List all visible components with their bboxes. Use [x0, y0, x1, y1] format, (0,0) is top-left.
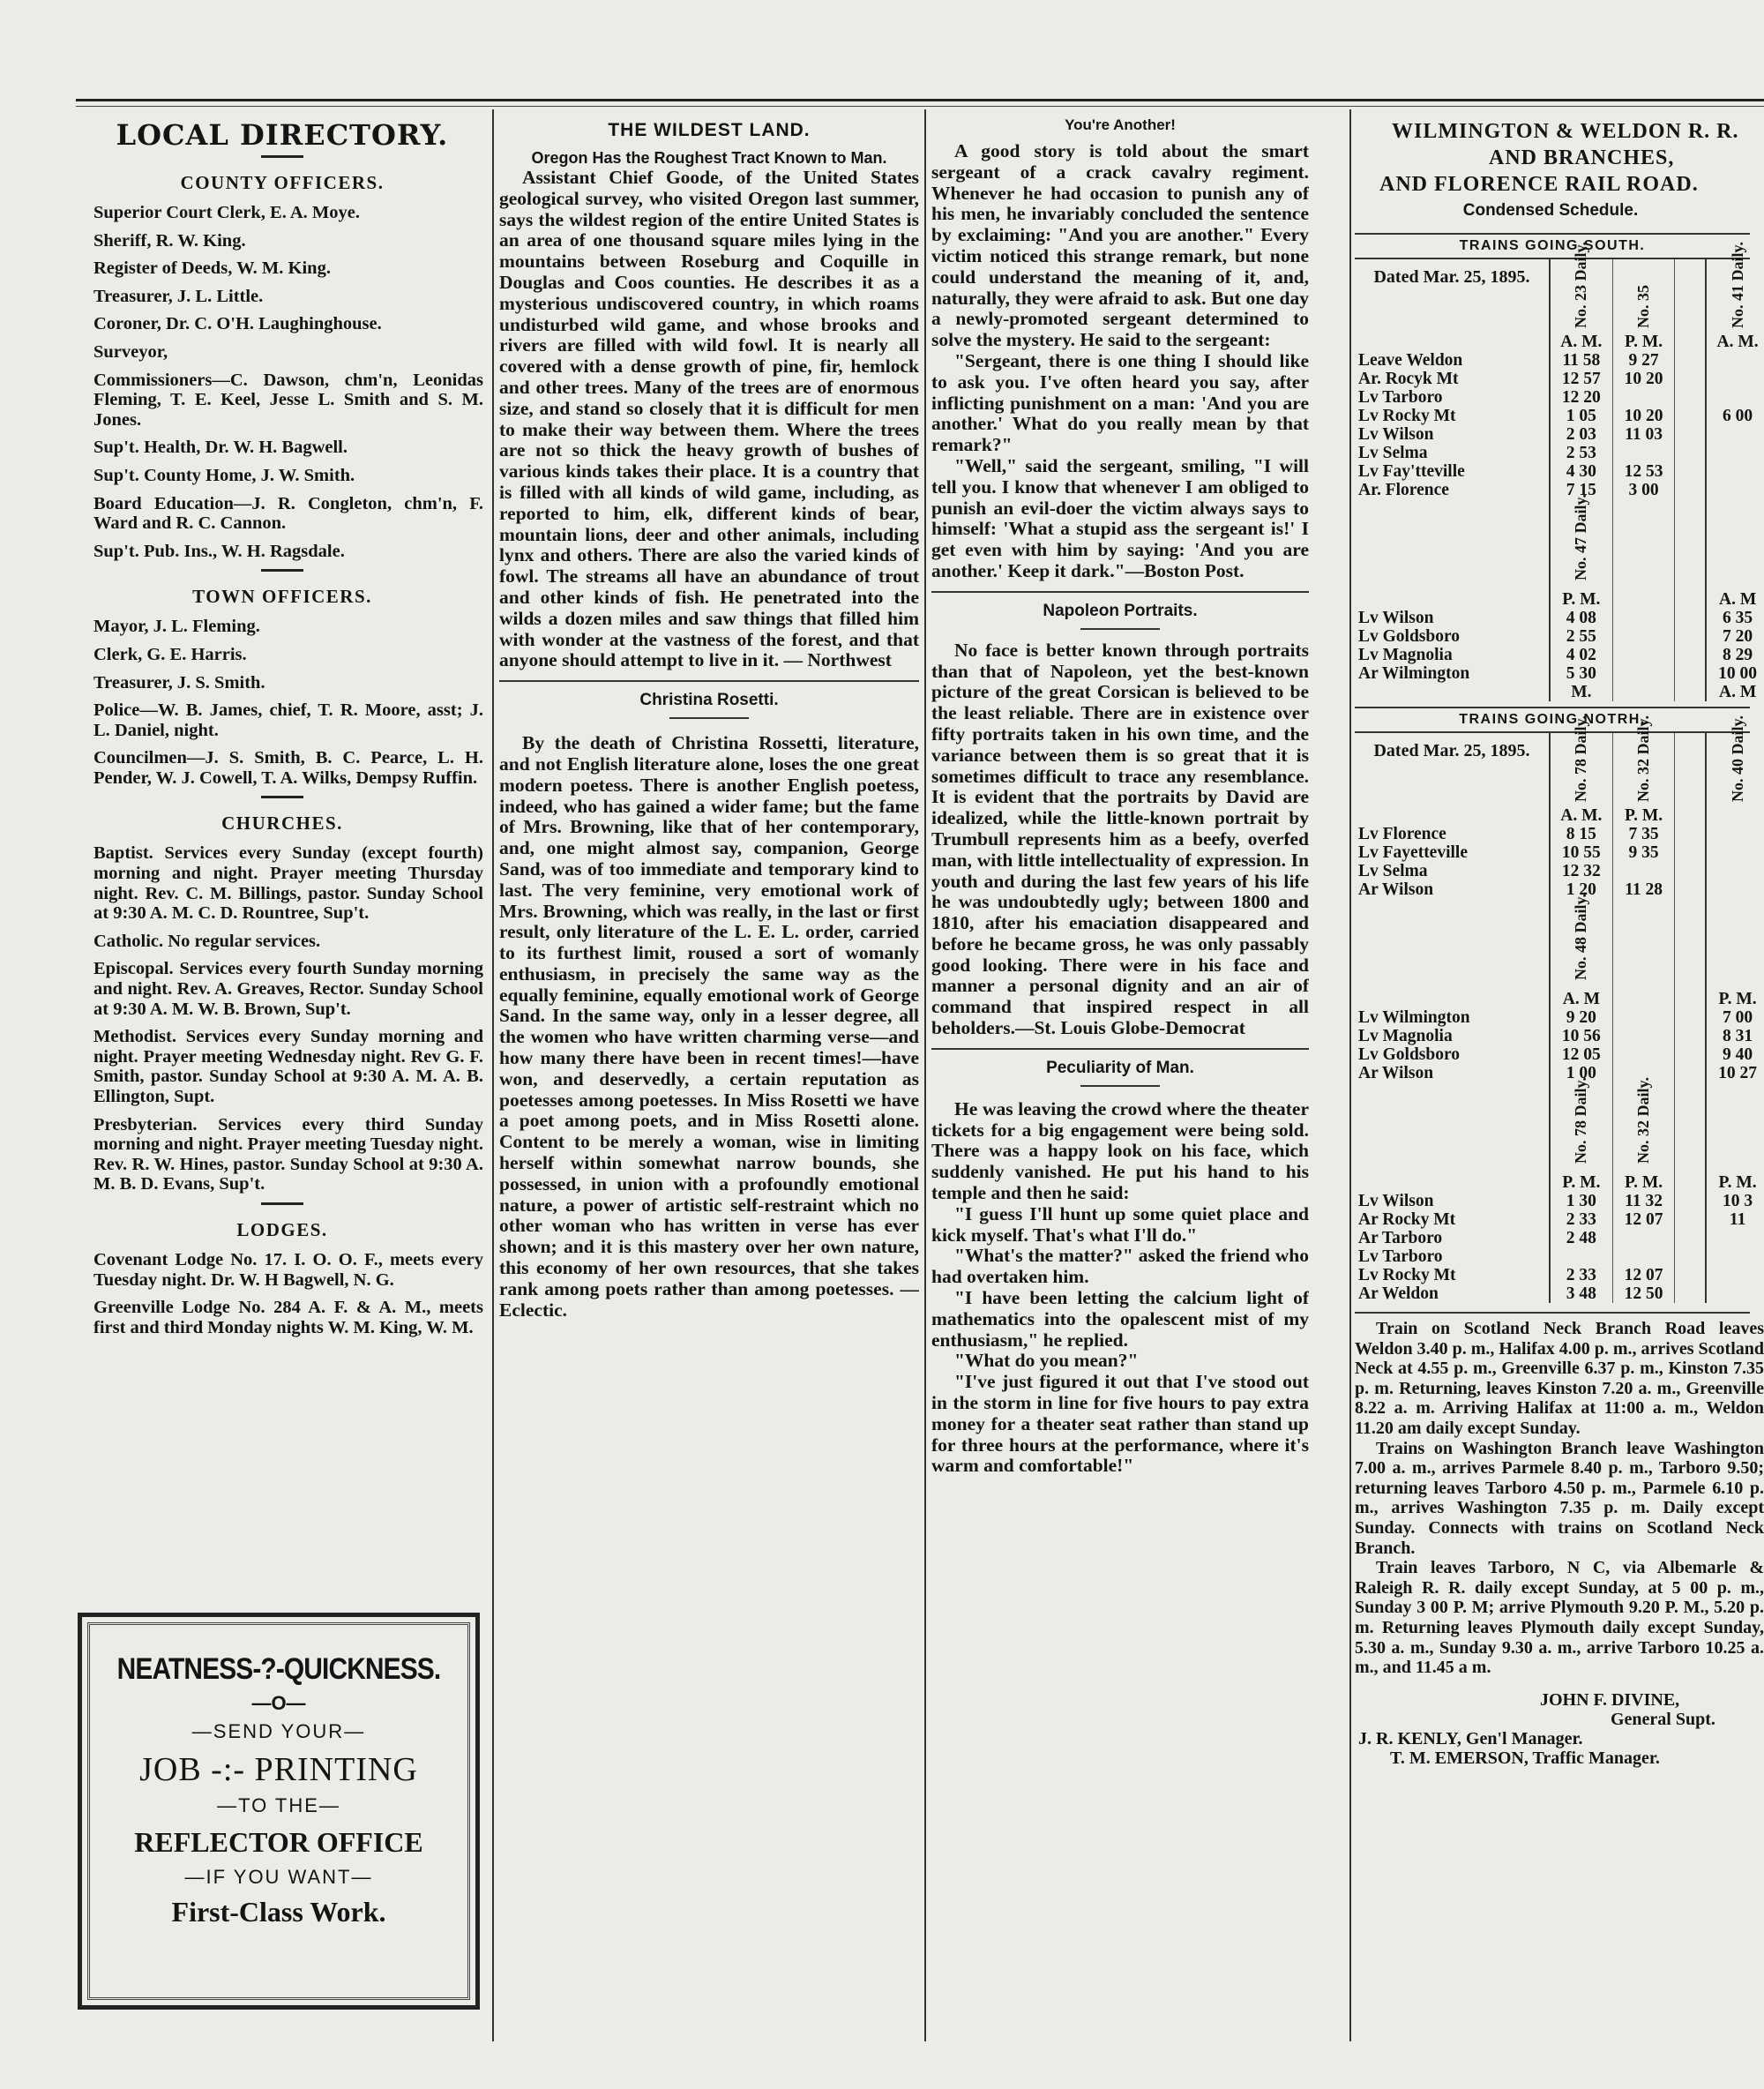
- ad-if-you-want: —IF YOU WANT—: [184, 1866, 373, 1888]
- label-no48: No. 48 Daily.: [1572, 893, 1590, 980]
- time-cell: 9 27: [1612, 351, 1675, 370]
- station-cell: Ar Tarboro: [1355, 1229, 1550, 1247]
- time-cell: 10 20: [1612, 407, 1675, 425]
- timetable-row: [1355, 351, 1764, 370]
- time-cell: [1706, 1229, 1764, 1247]
- time-cell: [1706, 481, 1764, 499]
- timetable-row: [1355, 664, 1764, 683]
- time-cell: 7 15: [1550, 481, 1612, 499]
- time-cell: 2 33: [1550, 1210, 1612, 1229]
- time-cell: 8 15: [1550, 825, 1612, 843]
- ad-job-printing: JOB -:- PRINTING: [139, 1751, 418, 1788]
- churches-heading: CHURCHES.: [221, 812, 343, 835]
- rr-condensed-schedule: Condensed Schedule.: [1462, 201, 1639, 220]
- timetable-row: [1355, 333, 1764, 351]
- timetable-row: [1355, 481, 1764, 499]
- county-officer-entry: Commissioners—C. Dawson, chm'n, Leonidas Fleming, T. E. Keel, Jesse L. Smith and S. M. Jones.: [93, 370, 483, 430]
- station-cell: Lv Goldsboro: [1355, 627, 1550, 646]
- another-title: You're Another!: [1065, 116, 1176, 133]
- time-cell: [1612, 683, 1675, 701]
- county-officer-entry: Register of Deeds, W. M. King.: [93, 258, 331, 279]
- title-rule: [261, 155, 303, 158]
- time-cell: 12 53: [1612, 462, 1675, 481]
- time-cell: 9 40: [1706, 1045, 1764, 1064]
- timetable-row: [1355, 1284, 1764, 1303]
- time-cell: P. M.: [1612, 1173, 1675, 1192]
- column-rule-3: [1349, 109, 1351, 2041]
- station-cell: Lv Magnolia: [1355, 646, 1550, 664]
- time-cell: 2 48: [1550, 1229, 1612, 1247]
- lodges-list: [81, 1250, 483, 1337]
- peculiarity-paragraph: "What do you mean?": [954, 1350, 1139, 1372]
- time-cell: 12 20: [1550, 388, 1612, 407]
- time-cell: A. M.: [1550, 333, 1612, 351]
- timetable-row: [1355, 627, 1764, 646]
- time-cell: 10 00: [1706, 664, 1764, 683]
- county-officer-entry: Sup't. Health, Dr. W. H. Bagwell.: [93, 438, 348, 458]
- south-dated: Dated Mar. 25, 1895.: [1355, 259, 1550, 333]
- rosetti-article: [499, 733, 919, 1321]
- station-cell: Lv Wilmington: [1355, 1008, 1550, 1027]
- peculiarity-article: [931, 1099, 1309, 1477]
- time-cell: [1612, 862, 1675, 880]
- rosetti-title: Christina Rosetti.: [639, 691, 779, 710]
- timetable-row: [1355, 370, 1764, 388]
- timetable-row: [1355, 388, 1764, 407]
- label-no47: No. 47 Daily.: [1572, 493, 1590, 580]
- county-officer-entry: Sheriff, R. W. King.: [93, 230, 246, 251]
- time-cell: [1612, 646, 1675, 664]
- rr-title-line2: AND BRANCHES,: [1489, 146, 1675, 169]
- timetable-row: [1355, 590, 1764, 609]
- time-cell: [1706, 444, 1764, 462]
- label-no41: No. 41 Daily.: [1728, 241, 1746, 328]
- church-entry: Presbyterian. Services every third Sunday morning and night. Prayer meeting Tuesday night. Rev. R. W. Hines, pastor. Sunday School at 9:30 A. M. B. D. Evans, Sup't.: [93, 1114, 483, 1194]
- time-cell: [1706, 825, 1764, 843]
- branch-note: Train on Scotland Neck Branch Road leaves Weldon 3.40 p. m., Halifax 4.00 p. m., arrives Scotland Neck at 4.55 p. m., Greenville 6.37 p. m., Kinston 7.35 p. m. Returning, leaves Kinston 7.20 a. m., Greenville 8.22 a. m. Arriving Halifax at 11:00 a. m., Weldon 11.20 am daily except Sunday.: [1355, 1319, 1764, 1438]
- church-entry: Methodist. Services every Sunday morning and night. Prayer meeting Wednesday night. Rev G. F. Smith, pastor. Sunday School at 9:30 A. M. A. B. Ellington, Supt.: [93, 1027, 483, 1106]
- sig-kenly: J. R. KENLY, Gen'l Manager.: [1358, 1728, 1583, 1748]
- timetable-row: [1355, 1064, 1764, 1082]
- timetable-row: [1355, 1045, 1764, 1064]
- time-cell: 4 08: [1550, 609, 1612, 627]
- time-cell: 6 00: [1706, 407, 1764, 425]
- town-officer-entry: Councilmen—J. S. Smith, B. C. Pearce, L. H. Pender, W. J. Cowell, T. A. Wilks, Dempsy Ruffin.: [93, 748, 483, 788]
- time-cell: 12 50: [1612, 1284, 1675, 1303]
- time-cell: 3 00: [1612, 481, 1675, 499]
- time-cell: 2 53: [1550, 444, 1612, 462]
- label-no78b: No. 78 Daily.: [1572, 1076, 1590, 1164]
- title-rule: [1080, 628, 1160, 630]
- time-cell: [1706, 843, 1764, 862]
- lodges-heading: LODGES.: [236, 1218, 328, 1240]
- timetable-row: [1355, 1027, 1764, 1045]
- time-cell: [1612, 590, 1675, 609]
- railroad-schedule-column: [1355, 113, 1764, 2054]
- time-cell: [1706, 370, 1764, 388]
- reflector-office-ad: [78, 1613, 480, 2010]
- time-cell: A. M.: [1706, 333, 1764, 351]
- time-cell: 10 3: [1706, 1192, 1764, 1210]
- timetable-row: [1355, 880, 1764, 899]
- sig-divine: JOHN F. DIVINE,: [1540, 1689, 1680, 1710]
- label-no40: No. 40 Daily.: [1728, 715, 1746, 802]
- county-officer-entry: Board Education—J. R. Congleton, chm'n, F. Ward and R. C. Cannon.: [93, 493, 483, 534]
- column-rule-2: [924, 109, 926, 2041]
- county-officers-list: [81, 203, 483, 561]
- churches-list: [81, 843, 483, 1194]
- time-cell: [1706, 462, 1764, 481]
- time-cell: P. M.: [1612, 806, 1675, 825]
- sig-divine-title: General Supt.: [1611, 1709, 1715, 1729]
- station-cell: [1355, 590, 1550, 609]
- article-rule: [931, 1048, 1309, 1050]
- peculiarity-paragraph: "I guess I'll hunt up some quiet place and kick myself. That's what I'll do.": [931, 1202, 1309, 1246]
- label-no35: No. 35: [1634, 285, 1653, 328]
- time-cell: 11: [1706, 1210, 1764, 1229]
- time-cell: 7 35: [1612, 825, 1675, 843]
- ad-reflector-office: REFLECTOR OFFICE: [134, 1826, 423, 1858]
- time-cell: [1706, 425, 1764, 444]
- time-cell: [1706, 880, 1764, 899]
- branch-note: Train leaves Tarboro, N C, via Albemarle & Raleigh R. R. daily except Sunday, at 5 00 p. m., Sunday 3 00 P. M; arrive Plymouth 9.20 P. M., 5.20 p. m. Returning leaves Plymouth daily except Sunday, 5.30 a. m., Sunday 9.30 a. m., arrive Tarboro 10.25 a. m., and 11.45 a m.: [1355, 1558, 1764, 1678]
- time-cell: A. M: [1706, 683, 1764, 701]
- label-no23: No. 23 Daily.: [1572, 241, 1590, 328]
- station-cell: Lv Wilson: [1355, 425, 1550, 444]
- section-rule: [261, 796, 303, 798]
- station-cell: Lv Tarboro: [1355, 388, 1550, 407]
- sig-emerson: T. M. EMERSON, Traffic Manager.: [1390, 1748, 1660, 1768]
- time-cell: 1 05: [1550, 407, 1612, 425]
- station-cell: Ar. Florence: [1355, 481, 1550, 499]
- column-rule-1: [492, 109, 494, 2041]
- time-cell: 11 28: [1612, 880, 1675, 899]
- time-cell: [1612, 627, 1675, 646]
- timetable-row: [1355, 683, 1764, 701]
- timetable-row: [1355, 444, 1764, 462]
- church-entry: Catholic. No regular services.: [93, 931, 321, 951]
- town-officer-entry: Treasurer, J. S. Smith.: [93, 672, 265, 693]
- time-cell: 10 56: [1550, 1027, 1612, 1045]
- county-officer-entry: Treasurer, J. L. Little.: [93, 286, 264, 306]
- time-cell: 4 30: [1550, 462, 1612, 481]
- branch-notes: [1355, 1319, 1764, 1678]
- ad-ornament: —O—: [251, 1692, 306, 1714]
- napoleon-article: [931, 640, 1309, 1039]
- peculiarity-paragraph: "I've just figured it out that I've stood out in the storm in line for five hours to pay extra money for a theater seat rather than stand up for three hours at the performance, where it's warm and comfortable!": [931, 1371, 1309, 1477]
- church-entry: Baptist. Services every Sunday (except fourth) morning and night. Prayer meeting Thursday night. Rev. C. M. Billings, pastor. Sunday School at 9:30 A. M. C. D. Rountree, Sup't.: [93, 843, 483, 924]
- timetable-row: [1355, 1210, 1764, 1229]
- ad-headline: NEATNESS-?-QUICKNESS.: [116, 1652, 441, 1686]
- timetable-row: [1355, 609, 1764, 627]
- county-officer-entry: Sup't. County Home, J. W. Smith.: [93, 465, 355, 485]
- time-cell: 2 55: [1550, 627, 1612, 646]
- station-cell: [1355, 333, 1550, 351]
- label-no32b: No. 32 Daily.: [1634, 1076, 1653, 1164]
- timetable-row: [1355, 425, 1764, 444]
- south-banner: TRAINS GOING SOUTH.: [1355, 233, 1750, 259]
- county-officer-entry: Surveyor,: [93, 341, 168, 362]
- timetable-row: [1355, 407, 1764, 425]
- peculiarity-paragraph: He was leaving the crowd where the theater tickets for a big engagement were being sold. There was a happy look on his face, which suddenly vanished. He put his hand to his temple and then he said:: [931, 1097, 1309, 1204]
- time-cell: 11 03: [1612, 425, 1675, 444]
- town-officer-entry: Mayor, J. L. Fleming.: [93, 617, 260, 637]
- time-cell: P. M.: [1706, 990, 1764, 1008]
- napoleon-body: No face is better known through portraits than that of Napoleon, yet the best-known picture of the great Corsican is believed to be the least reliable. There are in existence over fifty portraits taken in his own time, and the variance between them is so great that it is sometimes difficult to trace any resemblance. It is evident that the portraits by David are idealized, while the little-known portrait by Trumbull represents him as a beefy, overfed man, with little intellectuality of expression. In youth and during the last few years of his life he was undoubtedly ugly; between 1800 and 1810, after his emaciation disappeared and before he became gross, he was only passably good looking. There were in his face and manner a personal dignity and an air of command that inspired respect in all beholders.—St. Louis Globe-Democrat: [931, 639, 1309, 1039]
- time-cell: 6 35: [1706, 609, 1764, 627]
- wildest-title: THE WILDEST LAND.: [608, 120, 811, 140]
- time-cell: [1706, 862, 1764, 880]
- time-cell: [1612, 990, 1675, 1008]
- label-no32: No. 32 Daily.: [1634, 715, 1653, 802]
- another-paragraph: "Sergeant, there is one thing I should like to ask you. I've often heard you say, after inflicting punishment on a man: 'And you are another.' What do you really mean by that remark?": [931, 349, 1309, 456]
- station-cell: Ar Wilson: [1355, 1064, 1550, 1082]
- timetable-row: [1355, 1247, 1764, 1266]
- station-cell: Lv Fay'tteville: [1355, 462, 1550, 481]
- time-cell: 9 35: [1612, 843, 1675, 862]
- time-cell: 4 02: [1550, 646, 1612, 664]
- column-three: [931, 113, 1309, 2054]
- time-cell: 10 20: [1612, 370, 1675, 388]
- time-cell: P. M.: [1612, 333, 1675, 351]
- north-dated: Dated Mar. 25, 1895.: [1355, 733, 1550, 806]
- timetable-row: [1355, 806, 1764, 825]
- column-two: [499, 113, 919, 2054]
- time-cell: [1612, 444, 1675, 462]
- title-rule: [1080, 1085, 1160, 1087]
- time-cell: 1 00: [1550, 1064, 1612, 1082]
- station-cell: Leave Weldon: [1355, 351, 1550, 370]
- section-rule: [261, 1202, 303, 1205]
- time-cell: A. M: [1550, 990, 1612, 1008]
- time-cell: 12 07: [1612, 1266, 1675, 1284]
- station-cell: Lv Selma: [1355, 862, 1550, 880]
- church-entry: Episcopal. Services every fourth Sunday morning and night. Rev. A. Greaves, Rector. Sunday School at 9:30 A. M. W. B. Brown, Sup't.: [93, 959, 483, 1019]
- timetable-row: [1355, 1266, 1764, 1284]
- rr-title-line1: WILMINGTON & WELDON R. R.: [1392, 120, 1739, 143]
- title-rule: [669, 717, 749, 719]
- station-cell: Lv Magnolia: [1355, 1027, 1550, 1045]
- time-cell: 12 57: [1550, 370, 1612, 388]
- station-cell: [1355, 1173, 1550, 1192]
- time-cell: 3 48: [1550, 1284, 1612, 1303]
- ad-first-class-work: First-Class Work.: [171, 1896, 386, 1928]
- station-cell: Ar Weldon: [1355, 1284, 1550, 1303]
- another-article: [931, 141, 1309, 582]
- time-cell: 2 33: [1550, 1266, 1612, 1284]
- time-cell: A. M.: [1550, 806, 1612, 825]
- county-officer-entry: Sup't. Pub. Ins., W. H. Ragsdale.: [93, 541, 345, 561]
- article-rule: [499, 680, 919, 682]
- timetable-row: [1355, 862, 1764, 880]
- time-cell: 10 27: [1706, 1064, 1764, 1082]
- timetable-row: [1355, 646, 1764, 664]
- time-cell: [1612, 1229, 1675, 1247]
- lodge-entry: Greenville Lodge No. 284 A. F. & A. M., meets first and third Monday nights W. M. King, W. M.: [93, 1298, 483, 1337]
- town-heading: TOWN OFFICERS.: [192, 586, 372, 608]
- rr-title-line3: AND FLORENCE RAIL ROAD.: [1379, 173, 1699, 196]
- station-cell: Lv Rocky Mt: [1355, 1266, 1550, 1284]
- napoleon-title: Napoleon Portraits.: [1043, 601, 1198, 620]
- station-cell: Ar. Rocyk Mt: [1355, 370, 1550, 388]
- time-cell: 11 32: [1612, 1192, 1675, 1210]
- time-cell: [1612, 664, 1675, 683]
- station-cell: Ar Rocky Mt: [1355, 1210, 1550, 1229]
- town-officer-entry: Clerk, G. E. Harris.: [93, 644, 247, 664]
- wildest-body: Assistant Chief Goode, of the United States geological survey, who visited Oregon last summer, says the wildest region of the entire United States is an area of one thousand square miles lying in the mountains between Roseburg and Coquille in Douglas and Coos counties. He describes it as a mysterious undiscovered country, in which roams undisturbed wild game, and whose brooks and rivers are filled with wild fowl. It is nearly all covered with a dense growth of pine, fir, hemlock and other trees. Many of the trees are of enormous size, and stand so closely that it is difficult for men to make their way between them. Where the trees are not so thick the heavy growth of bushes of various kinds takes their place. It is a country that is filled with all kinds of wild game, including, as reported to him, elk, different kinds of bear, mountain lions, deer and other animals, including lynx and others. There are also the varied kinds of fowl. The streams all have an abundance of trout and other kinds of fish. He penetrated into the wilds a dozen miles and saw things that filled him with wonder at the vastness of the forest, and that anyone should attempt to live in it. — Northwest: [499, 167, 919, 671]
- station-cell: Ar Wilmington: [1355, 664, 1550, 683]
- time-cell: [1612, 609, 1675, 627]
- time-cell: [1612, 1247, 1675, 1266]
- station-cell: Lv Wilson: [1355, 1192, 1550, 1210]
- peculiarity-paragraph: "What's the matter?" asked the friend who had overtaken him.: [931, 1245, 1309, 1288]
- station-cell: [1355, 683, 1550, 701]
- time-cell: 8 29: [1706, 646, 1764, 664]
- time-cell: 12 05: [1550, 1045, 1612, 1064]
- timetable-row: [1355, 825, 1764, 843]
- timetable-row: [1355, 1192, 1764, 1210]
- timetable-row: [1355, 990, 1764, 1008]
- time-cell: A. M: [1706, 590, 1764, 609]
- town-officer-entry: Police—W. B. James, chief, T. R. Moore, asst; J. L. Daniel, night.: [93, 700, 483, 740]
- station-cell: Lv Goldsboro: [1355, 1045, 1550, 1064]
- time-cell: 11 58: [1550, 351, 1612, 370]
- station-cell: [1355, 806, 1550, 825]
- county-heading: COUNTY OFFICERS.: [180, 172, 385, 193]
- time-cell: 10 55: [1550, 843, 1612, 862]
- peculiarity-paragraph: "I have been letting the calcium light of mathematics into the opalescent mist of my enthusiasm," he replied.: [931, 1287, 1309, 1351]
- another-paragraph: "Well," said the sergeant, smiling, "I will tell you. I know that whenever I am obliged to punish an evil-doer the victim always says to himself: 'What a stupid ass the sergeant is!' I get even with him by saying: 'And you are another.' Keep it dark."—Boston Post.: [931, 454, 1309, 581]
- wildest-subtitle: Oregon Has the Roughest Tract Known to Man.: [531, 149, 887, 167]
- article-rule: [931, 591, 1309, 593]
- station-cell: [1355, 990, 1550, 1008]
- station-cell: Lv Selma: [1355, 444, 1550, 462]
- station-cell: Lv Fayetteville: [1355, 843, 1550, 862]
- another-paragraph: A good story is told about the smart sergeant of a crack cavalry regiment. Whenever he had occasion to punish any of his men, he invariably concluded the sentence by exclaiming: "And you are another." Every victim noticed this strange remark, but none could understand the meaning of it, and, naturally, they were afraid to ask. But one day a newly-promoted sergeant determined to solve the mystery. He said to the sergeant:: [931, 140, 1309, 351]
- time-cell: [1706, 388, 1764, 407]
- station-cell: Lv Tarboro: [1355, 1247, 1550, 1266]
- ad-to-the: —TO THE—: [217, 1794, 340, 1816]
- station-cell: Lv Rocky Mt: [1355, 407, 1550, 425]
- label-no78: No. 78 Daily.: [1572, 715, 1590, 802]
- time-cell: 8 31: [1706, 1027, 1764, 1045]
- timetable-row: [1355, 1173, 1764, 1192]
- time-cell: [1706, 1284, 1764, 1303]
- county-officer-entry: Superior Court Clerk, E. A. Moye.: [93, 203, 360, 222]
- peculiarity-title: Peculiarity of Man.: [1046, 1058, 1194, 1077]
- timetable-row: [1355, 1008, 1764, 1027]
- timetable-row: [1355, 462, 1764, 481]
- timetable-row: [1355, 843, 1764, 862]
- notes-rule: [1355, 1312, 1750, 1314]
- time-cell: 12 32: [1550, 862, 1612, 880]
- branch-note: Trains on Washington Branch leave Washington 7.00 a. m., arrives Parmele 8.40 p. m., Tarboro 9.50; returning leaves Tarboro 4.50 p. m., Parmele 6.10 p. m., arrives Washington 7.35 p. m. Daily except Sunday. Connects with trains on Scotland Neck Branch.: [1355, 1438, 1764, 1558]
- timetable-row: [1355, 1229, 1764, 1247]
- time-cell: 12 07: [1612, 1210, 1675, 1229]
- time-cell: 7 00: [1706, 1008, 1764, 1027]
- wildest-article: [499, 168, 919, 671]
- station-cell: Lv Florence: [1355, 825, 1550, 843]
- time-cell: [1706, 351, 1764, 370]
- time-cell: M.: [1550, 683, 1612, 701]
- time-cell: P. M.: [1550, 590, 1612, 609]
- time-cell: 1 20: [1550, 880, 1612, 899]
- section-rule: [261, 569, 303, 572]
- time-cell: [1612, 1027, 1675, 1045]
- time-cell: [1706, 1247, 1764, 1266]
- directory-title: LOCAL DIRECTORY.: [116, 118, 449, 152]
- time-cell: [1706, 1266, 1764, 1284]
- time-cell: 1 30: [1550, 1192, 1612, 1210]
- north-banner: TRAINS GOING NOTRH.: [1355, 707, 1750, 733]
- time-cell: P. M.: [1706, 1173, 1764, 1192]
- time-cell: [1550, 1247, 1612, 1266]
- time-cell: [1706, 806, 1764, 825]
- time-cell: P. M.: [1550, 1173, 1612, 1192]
- station-cell: Ar Wilson: [1355, 880, 1550, 899]
- top-rule: [76, 99, 1764, 101]
- time-cell: [1612, 1045, 1675, 1064]
- time-cell: 2 03: [1550, 425, 1612, 444]
- ad-send-your: —SEND YOUR—: [191, 1720, 366, 1742]
- time-cell: 5 30: [1550, 664, 1612, 683]
- time-cell: [1612, 388, 1675, 407]
- time-cell: [1612, 1008, 1675, 1027]
- rosetti-body: By the death of Christina Rossetti, literature, and not English literature alone, loses the one great modern poetess. There is another English poetess, indeed, who has gained a wider fame; but the fame of Mrs. Browning, like that of her contemporary, and, one might almost say, companion, George Sand, was of too immediate and temporary kind to last. The very feminine, very emotional work of Mrs. Browning, which was really, in the last or first result, only literature of the L. E. L. order, carried to its furthest limit, roused a sort of womanly enthusiasm, in precisely the same way as the equally feminine, equally emotional work of George Sand. In the same way, only in a lesser degree, all the women who have written charming verse—and how many there have been in recent times!—have won, and deservedly, a certain reputation as poetesses among poetesses. In Miss Rosetti we have a poet among poets, and in Miss Rosetti alone. Content to be merely a woman, wise in limiting herself within somewhat narrow bounds, she possessed, in union with a profoundly emotional nature, a power of artistic self-restraint which no other woman who has written in verse has ever shown; and it is this mastery over her own nature, this economy of her own resources, that she takes rank among poets rather than among poetesses. —Eclectic.: [499, 732, 919, 1321]
- town-officers-list: [81, 617, 483, 788]
- top-rule-thin: [76, 106, 1764, 107]
- lodge-entry: Covenant Lodge No. 17. I. O. O. F., meets every Tuesday night. Dr. W. H Bagwell, N. G.: [93, 1249, 483, 1290]
- time-cell: 7 20: [1706, 627, 1764, 646]
- time-cell: 9 20: [1550, 1008, 1612, 1027]
- station-cell: Lv Wilson: [1355, 609, 1550, 627]
- county-officer-entry: Coroner, Dr. C. O'H. Laughinghouse.: [93, 314, 382, 334]
